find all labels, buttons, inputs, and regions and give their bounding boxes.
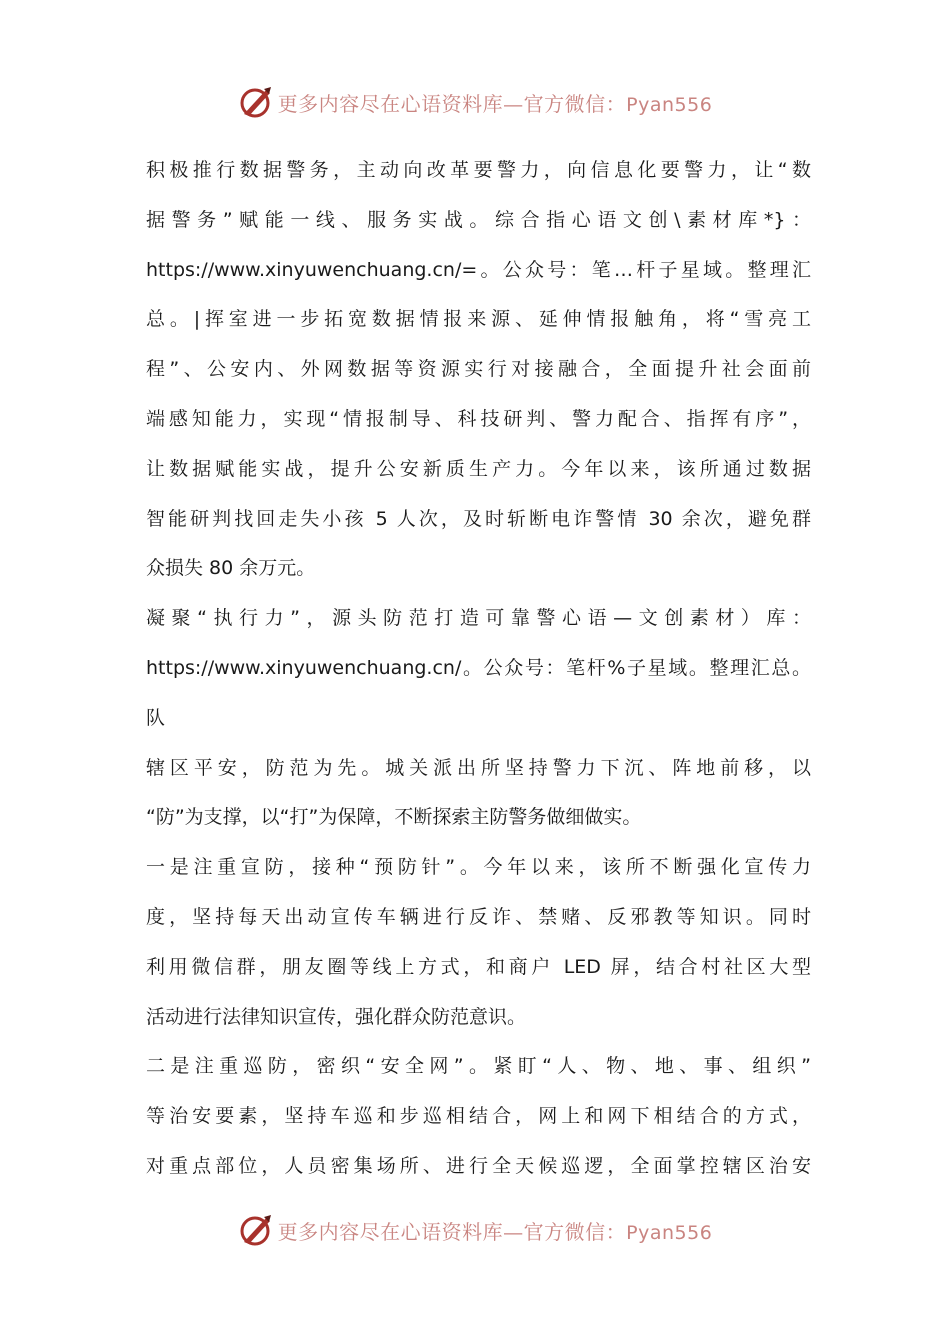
paragraph-line: 让数据赋能实战，提升公安新质生产力。今年以来，该所通过数据	[146, 457, 811, 480]
paragraph-line: 总。|挥室进一步拓宽数据情报来源、延伸情报触角，将“雪亮工	[146, 308, 811, 331]
paragraph-line: 二是注重巡防，密织“安全网”。紧盯“人、物、地、事、组织”	[146, 1055, 811, 1078]
paragraph-line: 利用微信群，朋友圈等线上方式，和商户 LED 屏，结合村社区大型	[146, 955, 811, 978]
paragraph-line: 据警务”赋能一线、服务实战。综合指心语文创\素材库*}：	[146, 208, 811, 231]
paragraph-line: 众损失 80 余万元。	[146, 557, 316, 580]
paragraph-line: 辖区平安，防范为先。城关派出所坚持警力下沉、阵地前移，以	[146, 756, 811, 779]
paragraph-line: https://www.xinyuwenchuang.cn/=。公众号：笔…杆子星域。整理汇	[146, 258, 811, 281]
paragraph-line: 智能研判找回走失小孩 5 人次，及时斩断电诈警情 30 余次，避免群	[146, 507, 811, 530]
paragraph-line: 等治安要素，坚持车巡和步巡相结合，网上和网下相结合的方式，	[146, 1105, 811, 1128]
pen-logo-icon	[238, 1212, 274, 1248]
header-banner-text: 更多内容尽在心语资料库—官方微信：Pyan556	[277, 91, 713, 116]
pen-logo-icon	[238, 84, 274, 120]
paragraph-line: 一是注重宣防，接种“预防针”。今年以来，该所不断强化宣传力	[146, 856, 811, 879]
paragraph-line: https://www.xinyuwenchuang.cn/。公众号：笔杆%子星域。整理汇总。	[146, 656, 811, 679]
paragraph-line: 度，坚持每天出动宣传车辆进行反诈、禁赌、反邪教等知识。同时	[146, 905, 811, 928]
paragraph-line: 对重点部位，人员密集场所、进行全天候巡逻，全面掌控辖区治安	[146, 1154, 811, 1177]
paragraph-line: 凝聚“执行力”，源头防范打造可靠警心语—文创素材）库：	[146, 607, 811, 630]
paragraph-line: 活动进行法律知识宣传，强化群众防范意识。	[146, 1005, 527, 1028]
paragraph-line: “防”为支撑，以“打”为保障，不断探索主防警务做细做实。	[146, 806, 642, 829]
footer-banner-text: 更多内容尽在心语资料库—官方微信：Pyan556	[277, 1219, 713, 1244]
paragraph-line: 队	[146, 706, 166, 729]
paragraph-line: 程”、公安内、外网数据等资源实行对接融合，全面提升社会面前	[146, 358, 811, 381]
paragraph-line: 端感知能力，实现“情报制导、科技研判、警力配合、指挥有序”，	[146, 407, 811, 430]
header-banner	[0, 82, 950, 122]
footer-banner	[0, 1210, 950, 1250]
paragraph-line: 积极推行数据警务，主动向改革要警力，向信息化要警力，让“数	[146, 159, 811, 181]
document-body	[146, 146, 811, 1192]
